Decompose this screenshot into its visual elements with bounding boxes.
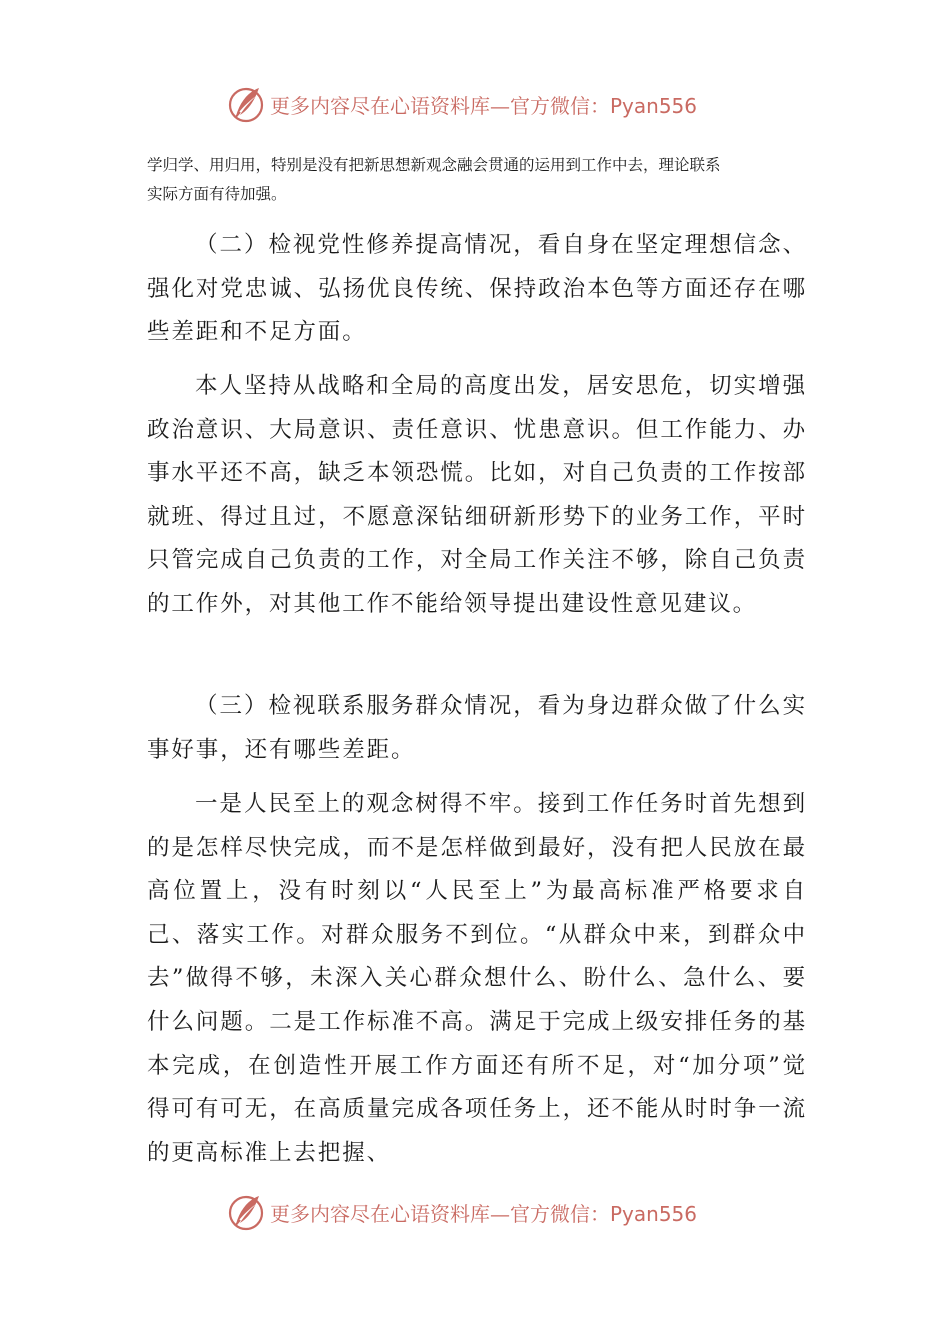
- feather-pen-logo-icon: [226, 1192, 266, 1232]
- watermark-banner-top: [226, 84, 746, 124]
- wechat-id: Pyan556: [610, 93, 698, 118]
- watermark-text: 更多内容尽在心语资料库—官方微信：Pyan556: [270, 1201, 698, 1226]
- section-heading-three: （三）检视联系服务群众情况，看为身边群众做了什么实事好事，还有哪些差距。: [147, 693, 807, 763]
- watermark-banner-bottom: [226, 1192, 746, 1232]
- continuation-line-2: 实际方面有待加强。: [147, 185, 287, 203]
- body-paragraph: 一是人民至上的观念树得不牢。接到工作任务时首先想到的是怎样尽快完成，而不是怎样做到最好，没有把人民放在最高位置上，没有时刻以“人民至上”为最高标准严格要求自己、落实工作。对群众服务不到位。“从群众中来，到群众中去”做得不够，未深入关心群众想什么、盼什么、急什么、要什么问题。二是工作标准不高。满足于完成上级安排任务的基本完成，在创造性开展工作方面还有所不足，对“加分项”觉得可有可无，在高质量完成各项任务上，还不能从时时争一流的更高标准上去把握、: [147, 791, 807, 1166]
- feather-pen-logo-icon: [226, 84, 266, 124]
- continuation-text: [147, 151, 807, 209]
- watermark-text: 更多内容尽在心语资料库—官方微信：Pyan556: [270, 93, 698, 118]
- wechat-id: Pyan556: [610, 1201, 698, 1226]
- body-paragraph: 本人坚持从战略和全局的高度出发，居安思危，切实增强政治意识、大局意识、责任意识、忧患意识。但工作能力、办事水平还不高，缺乏本领恐慌。比如，对自己负责的工作按部就班、得过且过，不愿意深钻细研新形势下的业务工作，平时只管完成自己负责的工作，对全局工作关注不够，除自己负责的工作外，对其他工作不能给领导提出建设性意见建议。: [147, 373, 807, 617]
- continuation-line-1: 学归学、用归用，特别是没有把新思想新观念融会贯通的运用到工作中去，理论联系: [147, 156, 721, 174]
- section-heading-two: （二）检视党性修养提高情况，看自身在坚定理想信念、强化对党忠诚、弘扬优良传统、保持政治本色等方面还存在哪些差距和不足方面。: [147, 232, 807, 346]
